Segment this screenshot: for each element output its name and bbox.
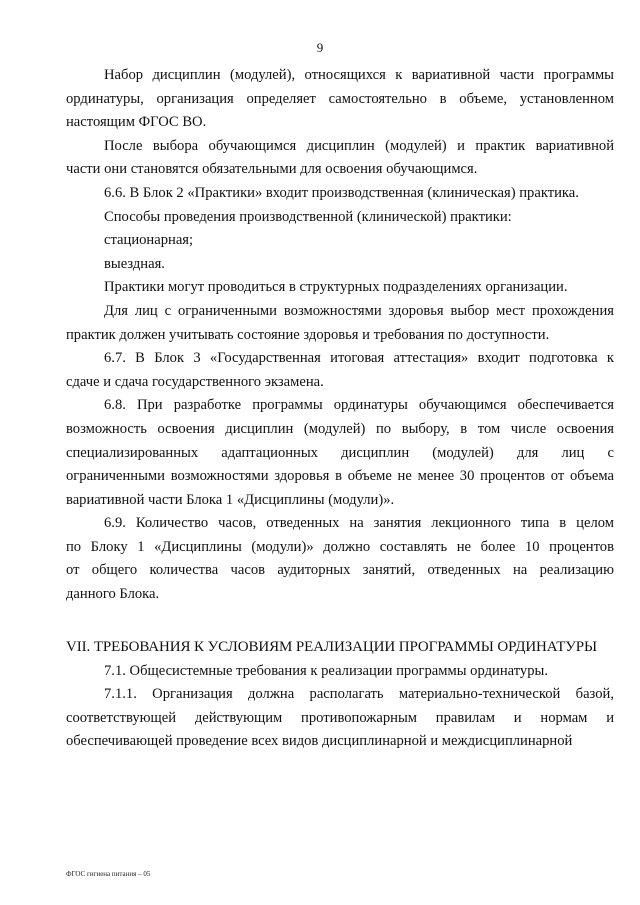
paragraph-line: 6.7. В Блок 3 «Государственная итоговая аттестация» входит подготовка к [104,350,614,367]
paragraph-line: возможность освоения дисциплин (модулей) по выбору, в том числе освоения [66,420,614,437]
paragraph-line: 7.1. Общесистемные требования к реализации программы ординатуры. [104,662,548,679]
paragraph-line: выездная. [104,255,165,272]
paragraph [66,182,614,206]
paragraph [66,206,614,230]
paragraph-line: 6.8. При разработке программы ординатуры обучающимся обеспечивается [104,397,614,414]
paragraph-line: от общего количества часов аудиторных занятий, отведенных на реализацию [66,562,614,579]
page-number: 9 [316,40,324,55]
paragraph-line: стационарная; [104,232,194,249]
paragraph [66,135,614,182]
paragraph [66,512,614,606]
paragraph-line: сдаче и сдача государственного экзамена. [66,373,324,390]
paragraph-line: по Блоку 1 «Дисциплины (модули)» должно составлять не более 10 процентов [66,538,614,555]
paragraph-line: соответствующей действующим противопожарным правилам и нормам и [66,709,614,726]
paragraph [66,300,614,347]
paragraph [66,683,614,754]
paragraph [66,347,614,394]
paragraph [66,229,614,253]
paragraph-line: Для лиц с ограниченными возможностями здоровья выбор мест прохождения [104,302,614,319]
footer-text: ФГОС гигиена питания – 05 [66,870,151,878]
paragraph-line: настоящим ФГОС ВО. [66,114,207,131]
paragraph-line: 6.9. Количество часов, отведенных на занятия лекционного типа в целом [104,515,614,532]
paragraph [66,394,614,512]
paragraph-line: После выбора обучающимся дисциплин (модулей) и практик вариативной [104,137,614,154]
paragraph-line: ординатуры, организация определяет самостоятельно в объеме, установленном [66,90,614,107]
paragraph [66,276,614,300]
paragraph-line: Практики могут проводиться в структурных подразделениях организации. [104,279,568,296]
section-paragraph-list [66,660,614,754]
paragraph-line: специализированных адаптационных дисциплин (модулей) для лиц с [66,444,614,461]
paragraph [66,660,614,684]
document-body [66,64,614,754]
paragraph [66,253,614,277]
paragraph [66,64,614,135]
paragraph-line: Способы проведения производственной (клинической) практики: [104,208,512,225]
paragraph-line: обеспечивающей проведение всех видов дисциплинарной и междисциплинарной [66,733,573,750]
paragraph-line: вариативной части Блока 1 «Дисциплины (модули)». [66,491,395,508]
paragraph-line: 6.6. В Блок 2 «Практики» входит производственная (клиническая) практика. [104,184,579,201]
paragraph-line: части они становятся обязательными для освоения обучающимся. [66,161,478,178]
section-heading: VII. ТРЕБОВАНИЯ К УСЛОВИЯМ РЕАЛИЗАЦИИ ПРОГРАММЫ ОРДИНАТУРЫ [66,638,598,655]
paragraph-line: данного Блока. [66,586,160,603]
paragraph-list [66,64,614,607]
paragraph-line: ограниченными возможностями здоровья в объеме не менее 30 процентов от объема [66,468,614,485]
paragraph-line: Набор дисциплин (модулей), относящихся к вариативной части программы [104,67,614,83]
paragraph-line: 7.1.1. Организация должна располагать материально-технической базой, [104,686,614,703]
paragraph-line: практик должен учитывать состояние здоровья и требования по доступности. [66,326,550,343]
